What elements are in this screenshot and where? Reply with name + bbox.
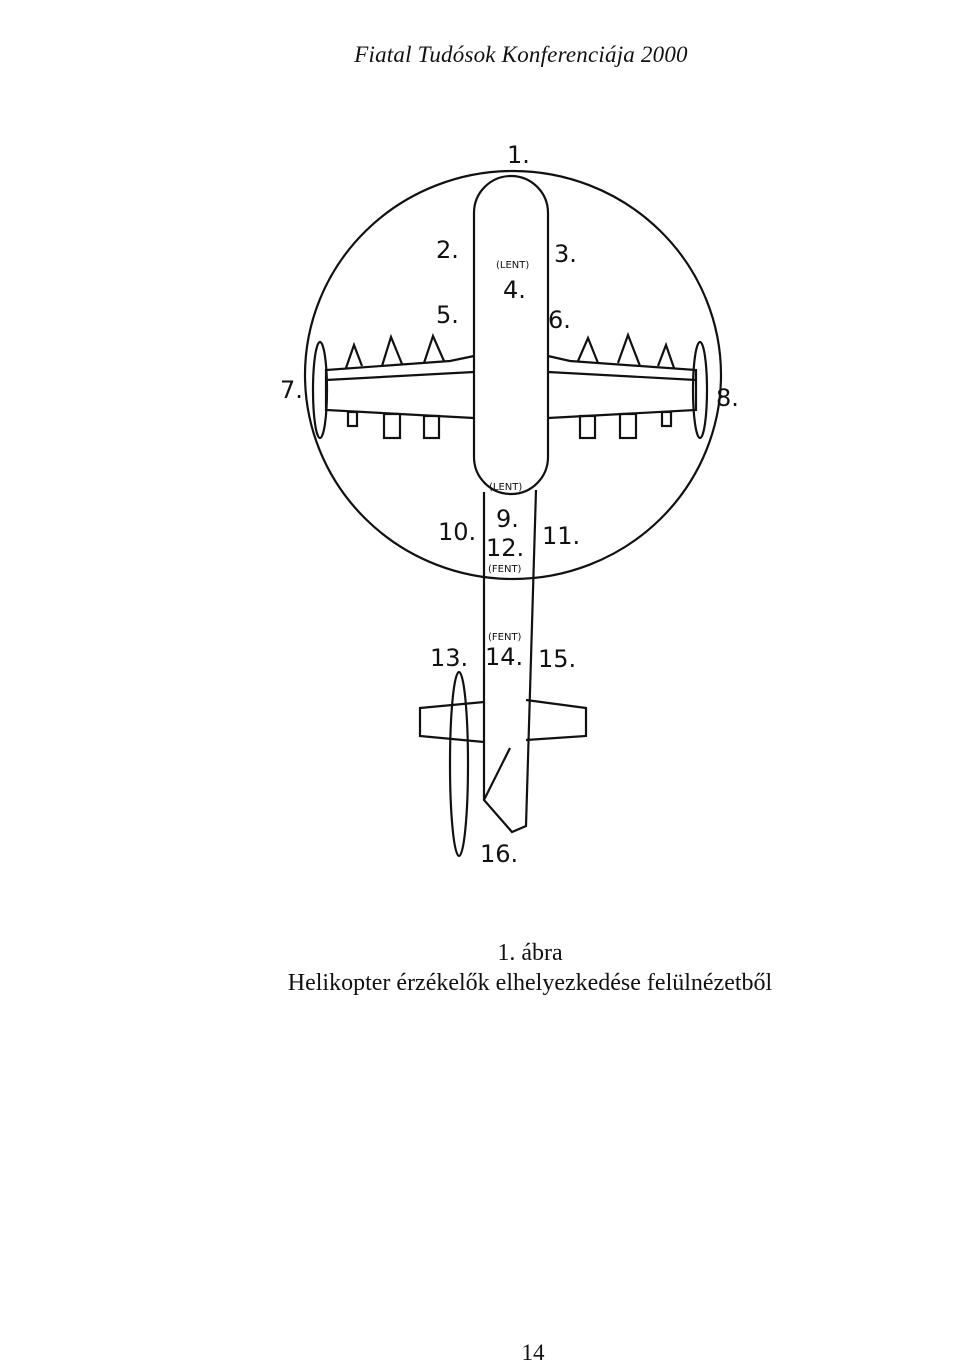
- note-lent-middle: (LENT): [489, 482, 523, 493]
- sensor-label-13: 13.: [430, 644, 469, 672]
- sensor-label-11: 11.: [542, 522, 581, 550]
- sensor-label-8: 8.: [716, 384, 739, 412]
- running-header: Fiatal Tudósok Konferenciája 2000: [354, 42, 688, 67]
- note-fent-tail: (FENT): [488, 632, 522, 643]
- sensor-label-2: 2.: [436, 236, 459, 264]
- sensor-label-9: 9.: [496, 505, 519, 533]
- figure-caption-text: Helikopter érzékelők elhelyezkedése felülnézetből: [287, 970, 773, 996]
- page-number: 14: [521, 1340, 545, 1365]
- sensor-label-15: 15.: [538, 645, 577, 673]
- figure-caption: [0, 938, 960, 998]
- tail-rotor: [450, 672, 468, 856]
- figure-number: 1. ábra: [497, 940, 563, 966]
- note-fent-middle: (FENT): [488, 564, 522, 575]
- fuselage: [474, 176, 548, 494]
- sensor-label-14: 14.: [485, 643, 524, 671]
- sensor-label-16: 16.: [480, 840, 519, 868]
- sensor-label-12: 12.: [486, 534, 525, 562]
- note-lent-upper: (LENT): [496, 260, 530, 271]
- sensor-label-4: 4.: [503, 276, 526, 304]
- sensor-label-3: 3.: [554, 240, 577, 268]
- sensor-label-1: 1.: [507, 141, 530, 169]
- left-wing: [326, 356, 474, 418]
- sensor-label-5: 5.: [436, 301, 459, 329]
- right-wing-pods: [580, 412, 671, 438]
- sensor-label-7: 7.: [280, 376, 303, 404]
- left-wing-pods: [348, 412, 439, 438]
- sensor-label-6: 6.: [548, 306, 571, 334]
- sensor-label-10: 10.: [438, 518, 477, 546]
